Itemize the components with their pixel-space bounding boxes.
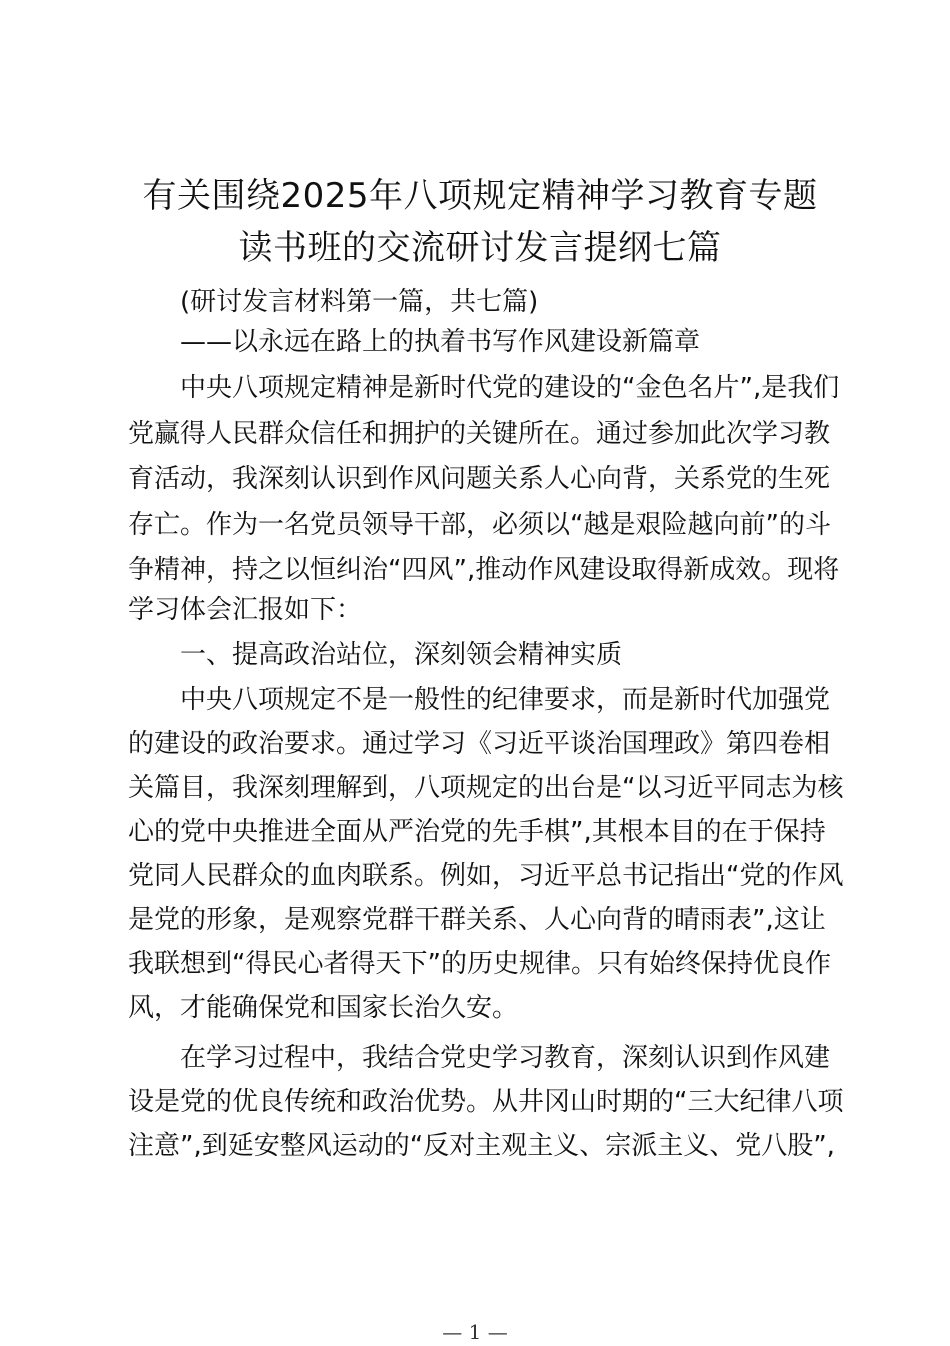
paragraph-line: 是党的形象，是观察党群干群关系、人心向背的晴雨表”,这让 — [128, 905, 826, 935]
paragraph-line: 我联想到“得民心者得天下”的历史规律。只有始终保持优良作 — [128, 949, 831, 979]
paragraph-line: 关篇目，我深刻理解到，八项规定的出台是“以习近平同志为核 — [128, 773, 844, 803]
document-title-line-1: 有关围绕2025年八项规定精神学习教育专题 — [142, 176, 818, 216]
paragraph-line: 心的党中央推进全面从严治党的先手棋”,其根本目的在于保持 — [128, 817, 826, 847]
document-title-line-2: 读书班的交流研讨发言提纲七篇 — [238, 228, 722, 268]
section-heading: 一、提高政治站位，深刻领会精神实质 — [180, 640, 623, 670]
paragraph-line: 存亡。作为一名党员领导干部，必须以“越是艰险越向前”的斗 — [128, 510, 831, 540]
paragraph-line: 学习体会汇报如下： — [128, 595, 363, 625]
document-heading-dash: ——以永远在路上的执着书写作风建设新篇章 — [180, 327, 701, 357]
paragraph-line: 争精神，持之以恒纠治“四风”,推动作风建设取得新成效。现将 — [128, 555, 840, 585]
paragraph-line: 育活动，我深刻认识到作风问题关系人心向背，关系党的生死 — [128, 464, 831, 494]
paragraph-line: 党同人民群众的血肉联系。例如，习近平总书记指出“党的作风 — [128, 861, 844, 891]
paragraph-line: 的建设的政治要求。通过学习《习近平谈治国理政》第四卷相 — [128, 729, 831, 759]
document-subtitle: (研讨发言材料第一篇，共七篇) — [180, 287, 539, 317]
paragraph-line: 设是党的优良传统和政治优势。从井冈山时期的“三大纪律八项 — [128, 1087, 844, 1117]
paragraph-line: 党赢得人民群众信任和拥护的关键所在。通过参加此次学习教 — [128, 419, 831, 449]
paragraph-line: 中央八项规定精神是新时代党的建设的“金色名片”,是我们 — [180, 373, 840, 403]
paragraph-line: 在学习过程中，我结合党史学习教育，深刻认识到作风建 — [180, 1043, 831, 1073]
paragraph-line: 注意”,到延安整风运动的“反对主观主义、宗派主义、党八股”, — [128, 1131, 835, 1161]
paragraph-line: 风，才能确保党和国家长治久安。 — [128, 993, 519, 1023]
page-number: — 1 — — [442, 1320, 508, 1344]
paragraph-line: 中央八项规定不是一般性的纪律要求，而是新时代加强党 — [180, 685, 831, 715]
